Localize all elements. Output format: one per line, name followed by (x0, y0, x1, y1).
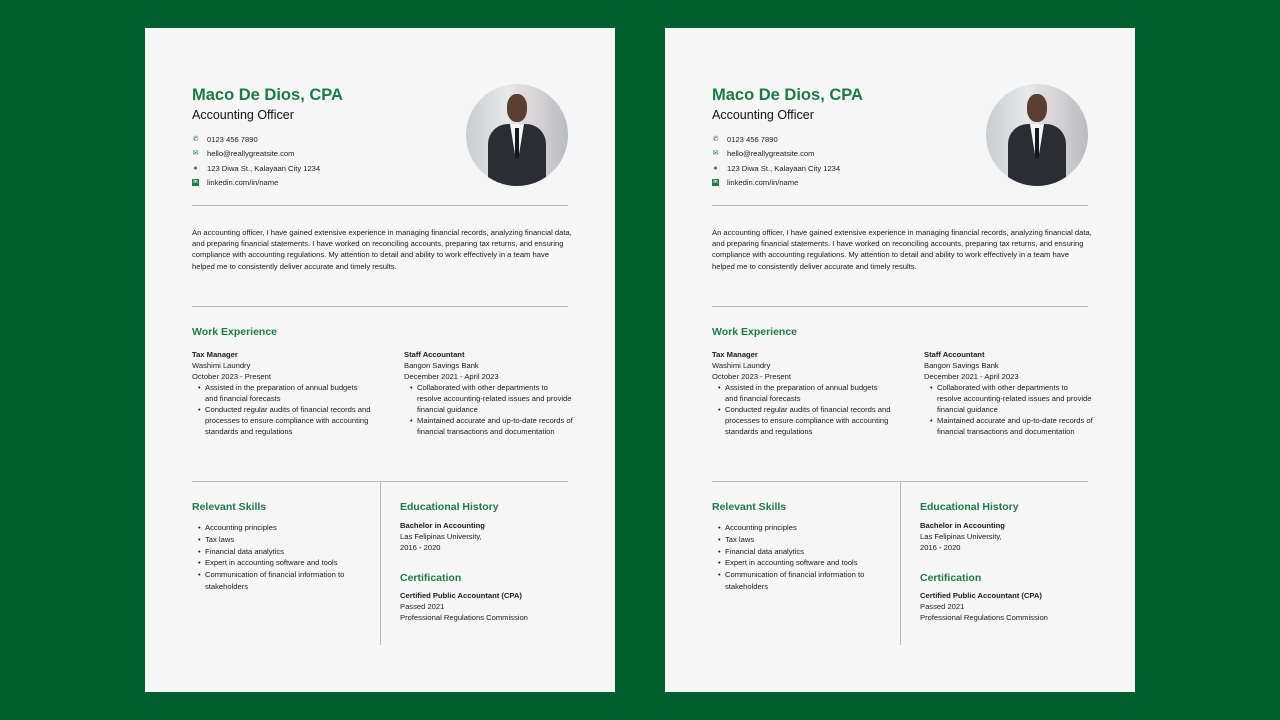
linkedin-icon: in (193, 179, 198, 186)
job-company: Bangon Savings Bank (404, 361, 479, 370)
resume-name: Maco De Dios, CPA (192, 86, 343, 104)
job-dates: October 2023 - Present (192, 372, 271, 381)
skills-heading: Relevant Skills (712, 501, 787, 513)
resume-page (665, 28, 1135, 692)
education-entry (920, 520, 1090, 553)
contact-text: hello@reallygreatsite.com (207, 149, 295, 159)
job-company: Bangon Savings Bank (924, 361, 999, 370)
resume-job-title: Accounting Officer (192, 108, 294, 122)
profile-photo (986, 84, 1088, 186)
contact-list (192, 132, 320, 190)
job-bullet: • Assisted in the preparation of annual budgets and financial forecasts (718, 382, 892, 404)
contact-phone (192, 132, 320, 147)
contact-linkedin (712, 176, 840, 191)
degree: Bachelor in Accounting (400, 521, 485, 530)
contact-linkedin (192, 176, 320, 191)
divider (192, 205, 568, 206)
contact-text: linkedin.com/in/name (207, 178, 279, 188)
certification-entry (920, 590, 1100, 623)
contact-address (192, 161, 320, 176)
skills-list (192, 522, 362, 593)
contact-text: linkedin.com/in/name (727, 178, 799, 188)
mail-icon: ✉ (192, 150, 199, 158)
contact-address (712, 161, 840, 176)
profile-photo (466, 84, 568, 186)
job-entry (712, 349, 892, 437)
job-company: Washimi Laundry (192, 361, 251, 370)
skill-item: • Expert in accounting software and tools (718, 557, 882, 569)
certification-heading: Certification (920, 572, 982, 584)
phone-icon: ✆ (712, 135, 719, 143)
job-bullet: • Conducted regular audits of financial records and processes to ensure compliance with accounting standards and regulations (198, 404, 372, 437)
skill-item: • Financial data analytics (198, 546, 362, 558)
job-title: Tax Manager (192, 350, 238, 359)
job-title: Tax Manager (712, 350, 758, 359)
education-heading: Educational History (920, 501, 1019, 513)
job-bullet: • Collaborated with other departments to resolve accounting-related issues and provide financial guidance (410, 382, 574, 415)
education-entry (400, 520, 570, 553)
contact-text: 0123 456 7890 (727, 134, 778, 144)
location-pin-icon: ● (713, 164, 718, 172)
vertical-divider (380, 481, 381, 645)
skill-item: • Tax laws (198, 534, 362, 546)
divider (712, 306, 1088, 307)
work-experience-heading: Work Experience (712, 326, 798, 338)
job-entry (404, 349, 574, 437)
contact-text: 123 Diwa St., Kalayaan City 1234 (207, 163, 321, 173)
education-heading: Educational History (400, 501, 499, 513)
school: Las Felipinas University, (400, 532, 482, 541)
job-bullet: • Collaborated with other departments to resolve accounting-related issues and provide financial guidance (930, 382, 1094, 415)
job-title: Staff Accountant (924, 350, 985, 359)
certification-heading: Certification (400, 572, 462, 584)
job-entry (924, 349, 1094, 437)
divider (192, 306, 568, 307)
divider (712, 205, 1088, 206)
contact-email (192, 147, 320, 162)
education-years: 2016 - 2020 (920, 543, 961, 552)
linkedin-icon: in (713, 179, 718, 186)
job-entry (192, 349, 372, 437)
job-dates: December 2021 - April 2023 (404, 372, 499, 381)
contact-phone (712, 132, 840, 147)
cert-issuer: Professional Regulations Commission (920, 613, 1048, 622)
job-dates: October 2023 - Present (712, 372, 791, 381)
skill-item: • Tax laws (718, 534, 882, 546)
skill-item: • Expert in accounting software and tools (198, 557, 362, 569)
education-years: 2016 - 2020 (400, 543, 441, 552)
resume-page (145, 28, 615, 692)
cert-passed: Passed 2021 (920, 602, 965, 611)
location-pin-icon: ● (193, 164, 198, 172)
phone-icon: ✆ (192, 135, 199, 143)
certification-entry (400, 590, 580, 623)
cert-passed: Passed 2021 (400, 602, 445, 611)
contact-text: 0123 456 7890 (207, 134, 258, 144)
skills-list (712, 522, 882, 593)
job-bullet: • Maintained accurate and up-to-date records of financial transactions and documentation (930, 415, 1094, 437)
cert-name: Certified Public Accountant (CPA) (920, 591, 1042, 600)
job-bullet: • Maintained accurate and up-to-date records of financial transactions and documentation (410, 415, 574, 437)
job-bullet: • Conducted regular audits of financial records and processes to ensure compliance with accounting standards and regulations (718, 404, 892, 437)
contact-text: 123 Diwa St., Kalayaan City 1234 (727, 163, 841, 173)
school: Las Felipinas University, (920, 532, 1002, 541)
skill-item: • Communication of financial information to stakeholders (718, 569, 882, 593)
resume-name: Maco De Dios, CPA (712, 86, 863, 104)
mail-icon: ✉ (712, 150, 719, 158)
contact-email (712, 147, 840, 162)
skill-item: • Accounting principles (718, 522, 882, 534)
skills-heading: Relevant Skills (192, 501, 267, 513)
job-company: Washimi Laundry (712, 361, 771, 370)
job-title: Staff Accountant (404, 350, 465, 359)
contact-text: hello@reallygreatsite.com (727, 149, 815, 159)
skill-item: • Communication of financial information to stakeholders (198, 569, 362, 593)
cert-issuer: Professional Regulations Commission (400, 613, 528, 622)
cert-name: Certified Public Accountant (CPA) (400, 591, 522, 600)
job-dates: December 2021 - April 2023 (924, 372, 1019, 381)
vertical-divider (900, 481, 901, 645)
resume-job-title: Accounting Officer (712, 108, 814, 122)
summary-text: An accounting officer, I have gained extensive experience in managing financial records, analyzing financial data, and preparing financial statements. I have worked on reconciling accounts, preparing tax returns, and ensuring compliance with accounting regulations. My attention to detail and ability to work effectively in a team have helped me to consistently deliver accurate and timely results. (192, 228, 572, 271)
degree: Bachelor in Accounting (920, 521, 1005, 530)
skill-item: • Financial data analytics (718, 546, 882, 558)
contact-list (712, 132, 840, 190)
job-bullet: • Assisted in the preparation of annual budgets and financial forecasts (198, 382, 372, 404)
skill-item: • Accounting principles (198, 522, 362, 534)
summary-text: An accounting officer, I have gained extensive experience in managing financial records, analyzing financial data, and preparing financial statements. I have worked on reconciling accounts, preparing tax returns, and ensuring compliance with accounting regulations. My attention to detail and ability to work effectively in a team have helped me to consistently deliver accurate and timely results. (712, 228, 1092, 271)
work-experience-heading: Work Experience (192, 326, 278, 338)
